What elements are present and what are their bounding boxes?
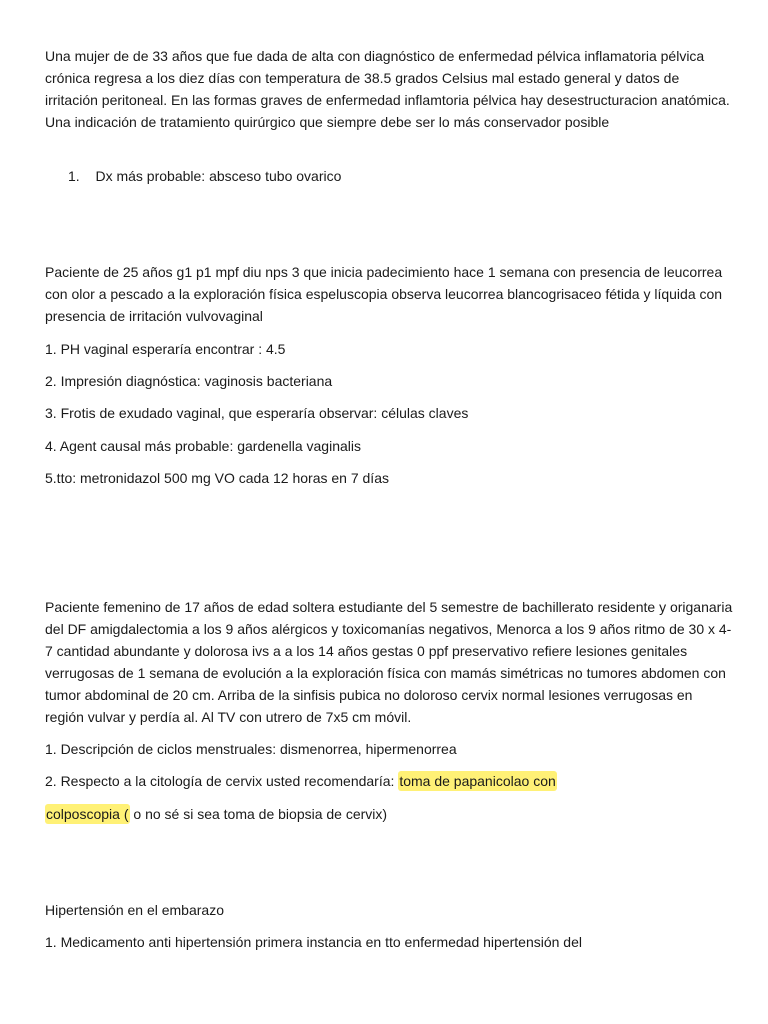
case1-paragraph: Una mujer de de 33 años que fue dada de alta con diagnóstico de enfermedad pélvica inflamatoria pélvica crónica regresa a los diez días con temperatura de 38.5 grados Celsius mal estado general y datos de irritación peritoneal. En las formas graves de enfermedad inflamtoria pélvica hay desestructuracion anatómica. Una indicación de tratamiento quirúrgico que siempre debe ser lo más conservador posible <box>45 48 730 130</box>
case1-item-text: Dx más probable: absceso tubo ovarico <box>95 168 342 184</box>
case2-item-2: 2. Impresión diagnóstica: vaginosis bacteriana <box>45 373 333 389</box>
case1-list-item <box>68 166 341 186</box>
case2-item-1: 1. PH vaginal esperaría encontrar : 4.5 <box>45 341 286 357</box>
case3-item-2 <box>45 771 557 791</box>
highlighted-text: toma de papanicolao con <box>399 773 556 789</box>
case4-title: Hipertensión en el embarazo <box>45 902 224 918</box>
case3-item-2-prefix: 2. Respecto a la citología de cervix usted recomendaría: <box>45 773 399 789</box>
case2-item-4: 4. Agent causal más probable: gardenella vaginalis <box>45 438 361 454</box>
case1-item-number: 1. <box>68 168 80 184</box>
case2-item-3: 3. Frotis de exudado vaginal, que esperaría observar: células claves <box>45 405 469 421</box>
case3-item-1: 1. Descripción de ciclos menstruales: dismenorrea, hipermenorrea <box>45 741 457 757</box>
case2-item-5: 5.tto: metronidazol 500 mg VO cada 12 horas en 7 días <box>45 470 389 486</box>
case3-item-2-suffix: o no sé si sea toma de biopsia de cervix) <box>129 806 388 822</box>
case4-item-1: 1. Medicamento anti hipertensión primera instancia en tto enfermedad hipertensión del <box>45 934 582 950</box>
case2-paragraph: Paciente de 25 años g1 p1 mpf diu nps 3 que inicia padecimiento hace 1 semana con presencia de leucorrea con olor a pescado a la exploración física espeluscopia observa leucorrea blancogrisaceo fétida y líquida con presencia de irritación vulvovaginal <box>45 264 723 324</box>
case3-item-2-continued <box>45 804 387 824</box>
case3-paragraph: Paciente femenino de 17 años de edad soltera estudiante del 5 semestre de bachillerato residente y origanaria del DF amigdalectomia a los 9 años alérgicos y toxicomanías negativos, Menorca a los 9 años ritmo de 30 x 4-7 cantidad abundante y dolorosa ivs a a los 14 años gestas 0 ppf preservativo refiere lesiones genitales verrugosas de 1 semana de evolución a la exploración física con mamás simétricas no tumores abdomen con tumor abdominal de 20 cm. Arriba de la sinfisis pubica no doloroso cervix normal lesiones verrugosas en región vulvar y perdía al. Al TV con utrero de 7x5 cm móvil. <box>45 599 733 725</box>
highlighted-text-continued: colposcopia ( <box>46 806 129 822</box>
